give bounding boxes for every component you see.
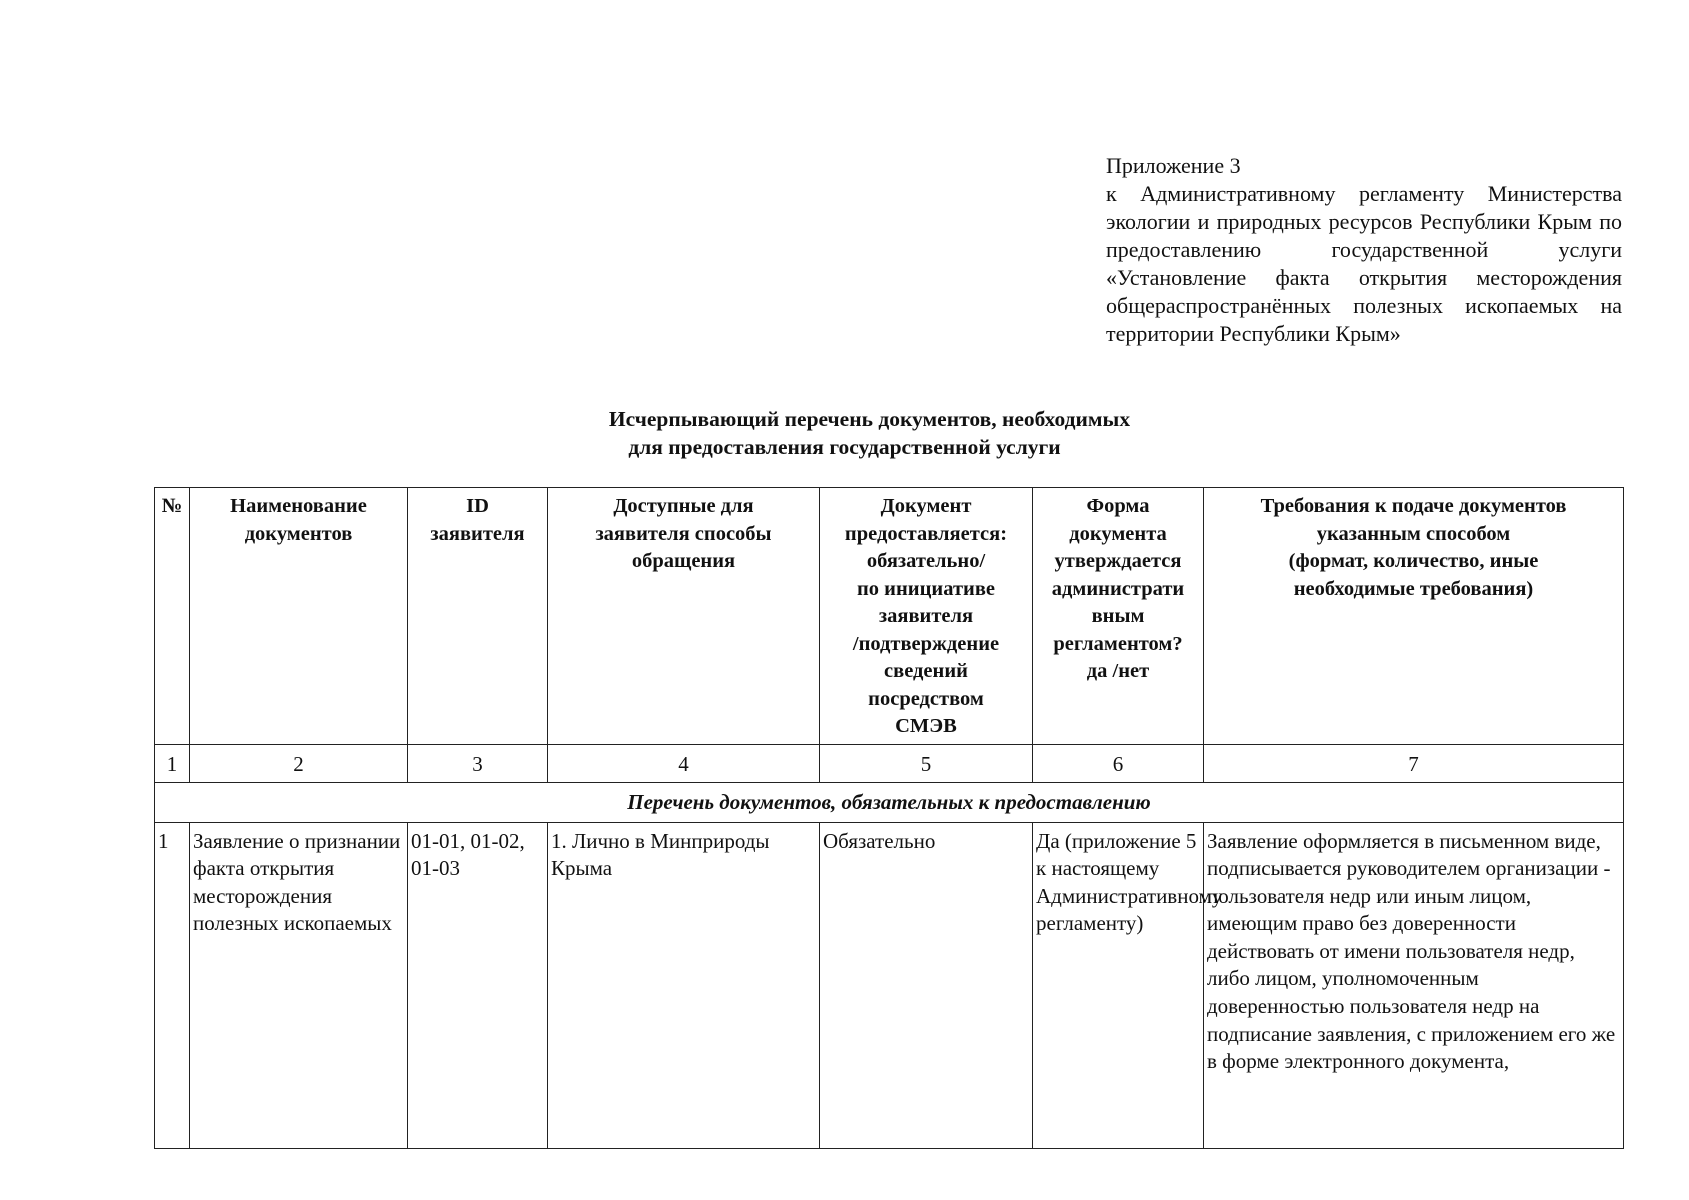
document-name: Заявление о признании факта открытия месторождения полезных ископаемых	[190, 822, 408, 1148]
header-provision-mode: Документ предоставляется: обязательно/ по инициативе заявителя /подтверждение сведений посредством СМЭВ	[820, 488, 1033, 745]
documents-table	[154, 487, 1624, 1149]
table-row	[155, 822, 1624, 1148]
section-row	[155, 782, 1624, 822]
appendix-block	[1106, 152, 1622, 348]
table-header-row	[155, 488, 1624, 745]
access-methods: 1. Лично в Минприроды Крыма	[548, 822, 820, 1148]
column-number: 5	[820, 744, 1033, 782]
applicant-id: 01-01, 01-02, 01-03	[408, 822, 548, 1148]
header-number: №	[155, 488, 190, 745]
document-heading	[0, 405, 1689, 461]
requirements: Заявление оформляется в письменном виде, подписывается руководителем организации - пользователя недр или иным лицом, имеющим право без доверенности действовать от имени пользователя недр, либо лицом, уполномоченным доверенностью пользователя недр на подписание заявления, с приложением его же в форме электронного документа,	[1204, 822, 1624, 1148]
column-number-row	[155, 744, 1624, 782]
header-document-name: Наименование документов	[190, 488, 408, 745]
provision-mode: Обязательно	[820, 822, 1033, 1148]
form-approval: Да (приложение 5 к настоящему Административному регламенту)	[1033, 822, 1204, 1148]
column-number: 4	[548, 744, 820, 782]
column-number: 1	[155, 744, 190, 782]
header-access-methods: Доступные для заявителя способы обращения	[548, 488, 820, 745]
column-number: 7	[1204, 744, 1624, 782]
heading-line-1: Исчерпывающий перечень документов, необходимых	[608, 407, 1131, 431]
appendix-title: Приложение 3	[1106, 153, 1241, 178]
appendix-text: к Административному регламенту Министерства экологии и природных ресурсов Республики Крым по предоставлению государственной услуги «Установление факта открытия месторождения общераспространённых полезных ископаемых на территории Республики Крым»	[1106, 181, 1622, 346]
heading-line-2: для предоставления государственной услуги	[628, 435, 1061, 459]
section-title: Перечень документов, обязательных к предоставлению	[155, 782, 1624, 822]
column-number: 6	[1033, 744, 1204, 782]
header-requirements: Требования к подаче документов указанным способом (формат, количество, иные необходимые требования)	[1204, 488, 1624, 745]
row-number: 1	[155, 822, 190, 1148]
header-applicant-id: ID заявителя	[408, 488, 548, 745]
header-form-approval: Форма документа утверждается администрати вным регламентом? да /нет	[1033, 488, 1204, 745]
column-number: 3	[408, 744, 548, 782]
column-number: 2	[190, 744, 408, 782]
